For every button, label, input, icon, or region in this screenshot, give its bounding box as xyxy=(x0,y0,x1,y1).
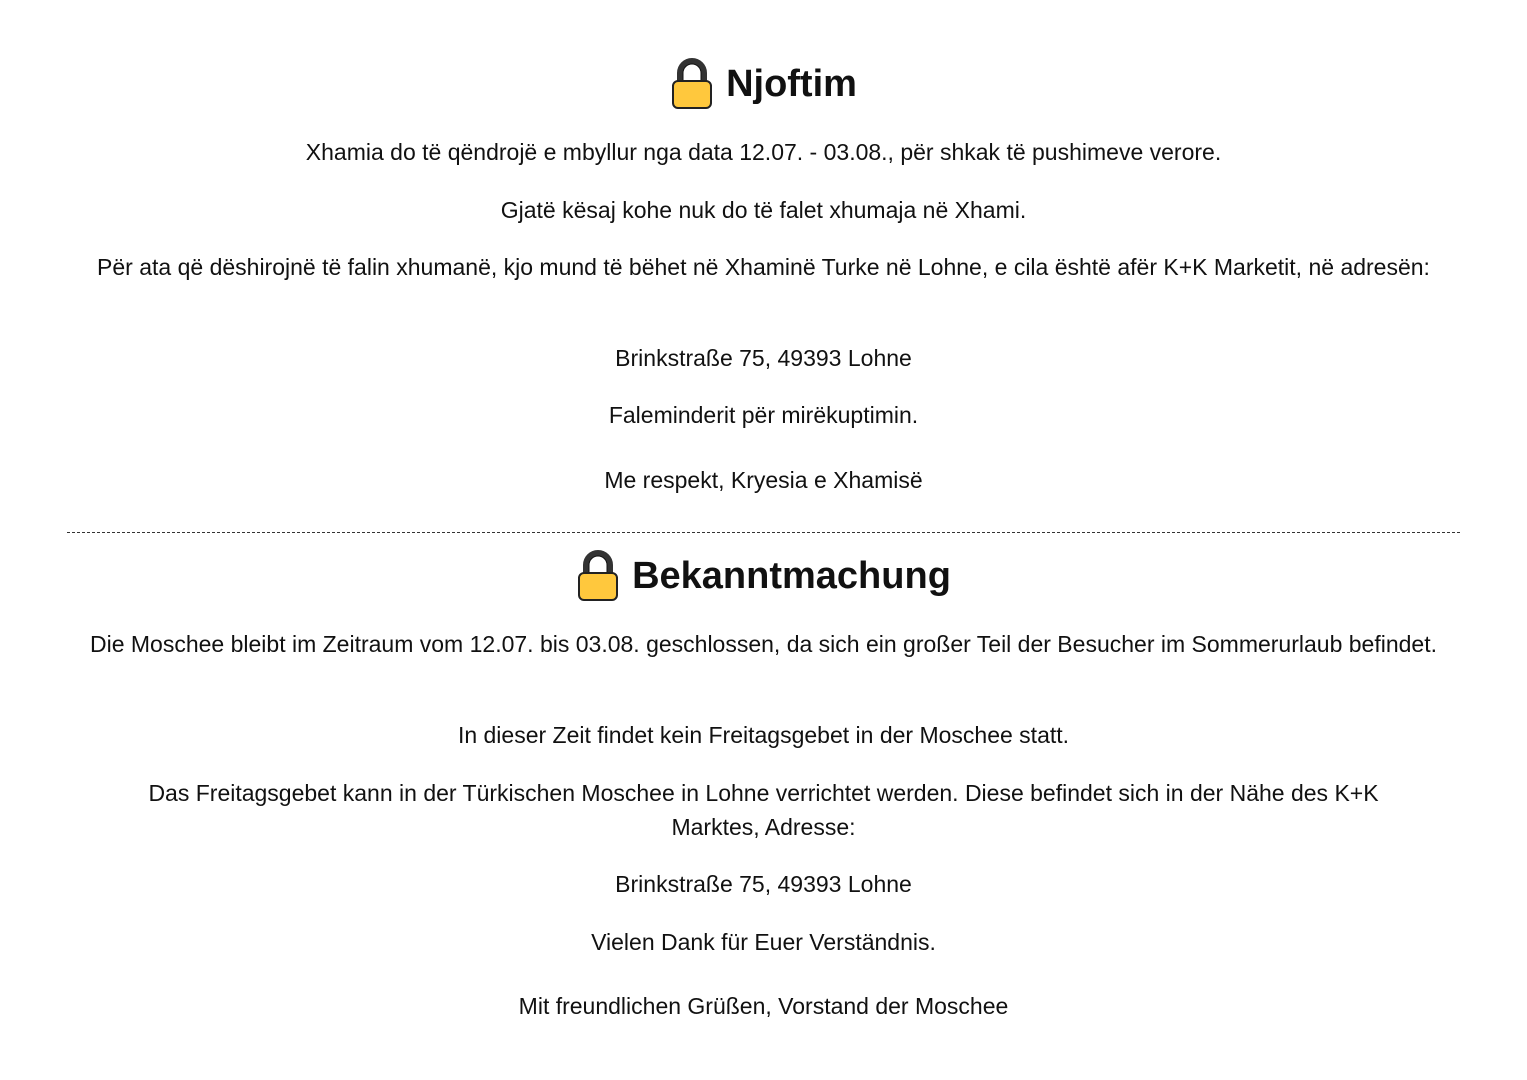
german-signature: Mit freundlichen Grüßen, Vorstand der Moschee xyxy=(518,993,1009,1019)
german-title: Bekanntmachung xyxy=(632,555,951,597)
german-heading xyxy=(0,550,1527,602)
albanian-address: Brinkstraße 75, 49393 Lohne xyxy=(615,345,912,371)
albanian-friday-prayer-text: Gjatë kësaj kohe nuk do të falet xhumaja në Xhami. xyxy=(500,197,1027,223)
albanian-thanks: Faleminderit për mirëkuptimin. xyxy=(608,402,919,428)
german-address: Brinkstraße 75, 49393 Lohne xyxy=(615,871,912,897)
german-alternative-mosque-text: Das Freitagsgebet kann in der Türkischen Moschee in Lohne verrichtet werden. Diese befindet sich in der Nähe des K+K Marktes, Adresse: xyxy=(148,780,1379,840)
german-closure-text: Die Moschee bleibt im Zeitraum vom 12.07. bis 03.08. geschlossen, da sich ein großer Teil der Besucher im Sommerurlaub befindet. xyxy=(89,631,1437,657)
albanian-closure-text: Xhamia do të qëndrojë e mbyllur nga data 12.07. - 03.08., për shkak të pushimeve verore. xyxy=(305,139,1222,165)
albanian-title: Njoftim xyxy=(726,63,857,105)
section-divider xyxy=(67,532,1460,533)
albanian-heading xyxy=(0,58,1527,110)
albanian-signature: Me respekt, Kryesia e Xhamisë xyxy=(604,467,923,493)
albanian-alternative-mosque-text: Për ata që dëshirojnë të falin xhumanë, kjo mund të bëhet në Xhaminë Turke në Lohne, e cila është afër K+K Marketit, në adresën: xyxy=(97,254,1430,280)
lock-icon xyxy=(670,58,714,110)
german-thanks: Vielen Dank für Euer Verständnis. xyxy=(591,929,936,955)
german-friday-prayer-text: In dieser Zeit findet kein Freitagsgebet in der Moschee statt. xyxy=(457,722,1070,748)
lock-icon xyxy=(576,550,620,602)
